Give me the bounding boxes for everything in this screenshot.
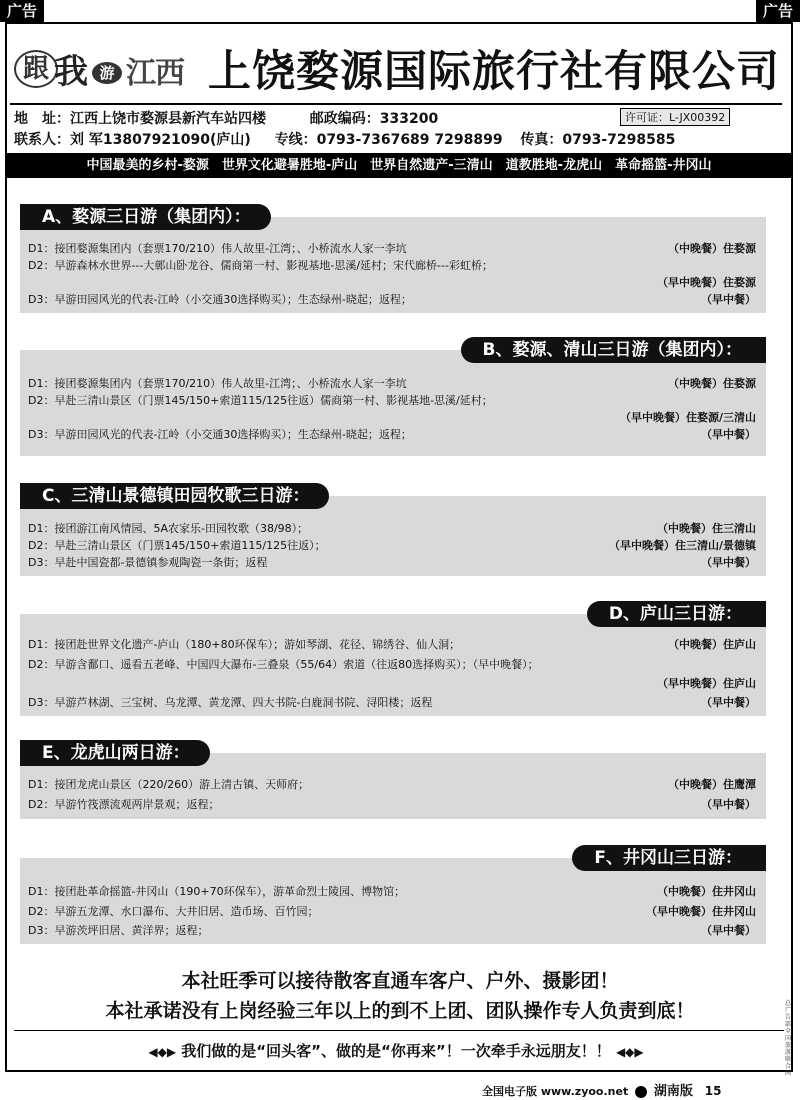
logo-gen: 跟 bbox=[14, 50, 58, 88]
postcode-label: 邮政编码： bbox=[309, 111, 380, 127]
promo-banner-2: 本社承诺没有上岗经验三年以上的到不上团、团队操作专人负责到底！ bbox=[105, 1000, 695, 1022]
ad-label-left: 广告 bbox=[0, 0, 44, 22]
tour-f-line-3: D3：早游茨坪旧居、黄洋界；返程； （早中餐） bbox=[28, 924, 756, 937]
meal-info: （早中餐） bbox=[701, 798, 756, 811]
tour-c-line-2: D2：早赴三清山景区（门票145/150+索道115/125往返）； （早中晚餐）住三清山/景德镇 bbox=[28, 539, 756, 552]
double-arrow-icon: ◀◆▶ bbox=[615, 1045, 644, 1059]
permit-badge: 许可证：L-JX00392 bbox=[620, 108, 730, 126]
meal-info: （中晚餐）住三清山 bbox=[657, 522, 756, 535]
meal-info: （早中晚餐）住三清山/景德镇 bbox=[608, 539, 756, 552]
company-logo bbox=[14, 44, 204, 92]
logo-you: 游 bbox=[92, 62, 122, 84]
promo-banner-1: 本社旺季可以接待散客直通车客户、户外、摄影团！ bbox=[181, 970, 619, 992]
meal-info: （早中餐） bbox=[701, 696, 756, 709]
tour-title-a: A、婺源三日游（集团内）： bbox=[20, 204, 271, 230]
meal-info: （中晚餐）住婺源 bbox=[668, 377, 756, 390]
hotline: 0793-7367689 7298899 bbox=[316, 132, 503, 148]
tour-title-d: D、庐山三日游： bbox=[587, 601, 766, 627]
tour-b-line-1: D1：接团婺源集团内（套票170/210）伟人故里-江湾；、小桥流水人家一李坑 （中晚餐）住婺源 bbox=[28, 377, 756, 390]
footer-edition: 湖南版 bbox=[653, 1084, 693, 1099]
meal-info: （早中餐） bbox=[701, 293, 756, 306]
meal-info: （中晚餐）住庐山 bbox=[668, 638, 756, 651]
tour-f-line-2: D2：早游五龙潭、水口瀑布、大井旧居、造币场、百竹园； （早中晚餐）住井冈山 bbox=[28, 905, 756, 918]
fax-label: 传真： bbox=[520, 132, 563, 148]
tour-title-b: B、婺源、清山三日游（集团内）： bbox=[461, 337, 766, 363]
tour-a-line-2: D2：早游森林水世界---大鄣山卧龙谷、儒商第一村、影视基地-思溪/延村；宋代廊桥---彩虹桥； bbox=[28, 259, 493, 272]
tour-d-line-4: D3：早游芦林湖、三宝树、乌龙潭、黄龙潭、四大书院-白鹿洞书院、浔阳楼；返程 （早中餐） bbox=[28, 696, 756, 709]
meal-info: （早中晚餐）住婺源 bbox=[657, 276, 756, 289]
meal-info: （早中餐） bbox=[701, 428, 756, 441]
tour-d-line-2: D2：早游含鄱口、遥看五老峰、中国四大瀑布-三叠泉（55/64）索道（往返80选择购买）；（早中晚餐）； bbox=[28, 658, 539, 671]
page-number: 15 bbox=[704, 1084, 722, 1098]
person-label: 联系人： bbox=[14, 132, 70, 148]
side-note: 总广告部全国旅游联合网 bbox=[785, 1000, 792, 1077]
logo-wo: 我 bbox=[54, 52, 88, 92]
meal-info: （中晚餐）住婺源 bbox=[668, 242, 756, 255]
meal-info: （早中晚餐）住井冈山 bbox=[646, 905, 756, 918]
address: 江西上饶市婺源县新汽车站四楼 bbox=[70, 111, 266, 127]
contact-row-1 bbox=[14, 108, 438, 128]
edition-icon bbox=[635, 1086, 647, 1098]
meal-info: （中晚餐）住鹰潭 bbox=[668, 778, 756, 791]
tour-title-f: F、井冈山三日游： bbox=[572, 845, 766, 871]
company-name: 上饶婺源国际旅行社有限公司 bbox=[208, 47, 780, 97]
logo-jiangxi: 江西 bbox=[126, 56, 184, 91]
meal-info: （早中晚餐）住庐山 bbox=[657, 677, 756, 690]
hotline-label: 专线： bbox=[274, 132, 317, 148]
double-arrow-icon: ◀◆▶ bbox=[148, 1045, 177, 1059]
tour-e-line-2: D2：早游竹筏漂流观两岸景观；返程； （早中餐） bbox=[28, 798, 756, 811]
tour-a-line-1: D1：接团婺源集团内（套票170/210）伟人故里-江湾；、小桥流水人家一李坑 （中晚餐）住婺源 bbox=[28, 242, 756, 255]
footer-site: 全国电子版 www.zyoo.net bbox=[482, 1085, 629, 1098]
meal-info: （早中晚餐）住婺源/三清山 bbox=[619, 411, 756, 424]
ad-label-right: 广告 bbox=[756, 0, 800, 22]
meal-info: （早中餐） bbox=[701, 556, 756, 569]
slogan-bar: 中国最美的乡村-婺源 世界文化避暑胜地-庐山 世界自然遗产-三清山 道教胜地-龙虎山 革命摇篮-井冈山 bbox=[6, 153, 792, 178]
tour-b-line-4: D3：早游田园风光的代表-江岭（小交通30选择购买）；生态绿州-晓起；返程； （早中餐） bbox=[28, 428, 756, 441]
tour-e-line-1: D1：接团龙虎山景区（220/260）游上清古镇、天师府； （中晚餐）住鹰潭 bbox=[28, 778, 756, 791]
tour-c-line-1: D1：接团游江南风情园、5A农家乐-田园牧歌（38/98）； （中晚餐）住三清山 bbox=[28, 522, 756, 535]
header bbox=[8, 30, 790, 100]
footer bbox=[482, 1080, 721, 1099]
tour-b-line-2: D2：早赴三清山景区（门票145/150+索道115/125往返）儒商第一村、影视基地-思溪/延村； bbox=[28, 394, 493, 407]
meal-info: （中晚餐）住井冈山 bbox=[657, 885, 756, 898]
closing-slogan: ◀◆▶ 我们做的是“回头客”、做的是“你再来”！一次牵手永远朋友！！ ◀◆▶ bbox=[148, 1042, 644, 1060]
tour-title-e: E、龙虎山两日游： bbox=[20, 740, 210, 766]
tour-f-line-1: D1：接团赴革命摇篮-井冈山（190+70环保车），游革命烈士陵园、博物馆； （中晚餐）住井冈山 bbox=[28, 885, 756, 898]
tour-title-c: C、三清山景德镇田园牧歌三日游： bbox=[20, 483, 329, 509]
tour-c-line-3: D3：早赴中国瓷都-景德镇参观陶瓷一条街；返程 （早中餐） bbox=[28, 556, 756, 569]
contact-person: 刘 军13807921090(庐山) bbox=[70, 132, 251, 148]
postcode: 333200 bbox=[379, 111, 439, 127]
address-label: 地 址： bbox=[14, 111, 70, 127]
tour-a-line-4: D3：早游田园风光的代表-江岭（小交通30选择购买）；生态绿州-晓起；返程； （早中餐） bbox=[28, 293, 756, 306]
header-divider bbox=[10, 103, 782, 105]
fax: 0793-7298585 bbox=[562, 132, 676, 148]
contact-row-2 bbox=[14, 129, 675, 149]
meal-info: （早中餐） bbox=[701, 924, 756, 937]
closing-divider bbox=[14, 1030, 784, 1031]
tour-d-line-1: D1：接团赴世界文化遗产-庐山（180+80环保车）；游如琴湖、花径、锦绣谷、仙人洞； （中晚餐）住庐山 bbox=[28, 638, 756, 651]
